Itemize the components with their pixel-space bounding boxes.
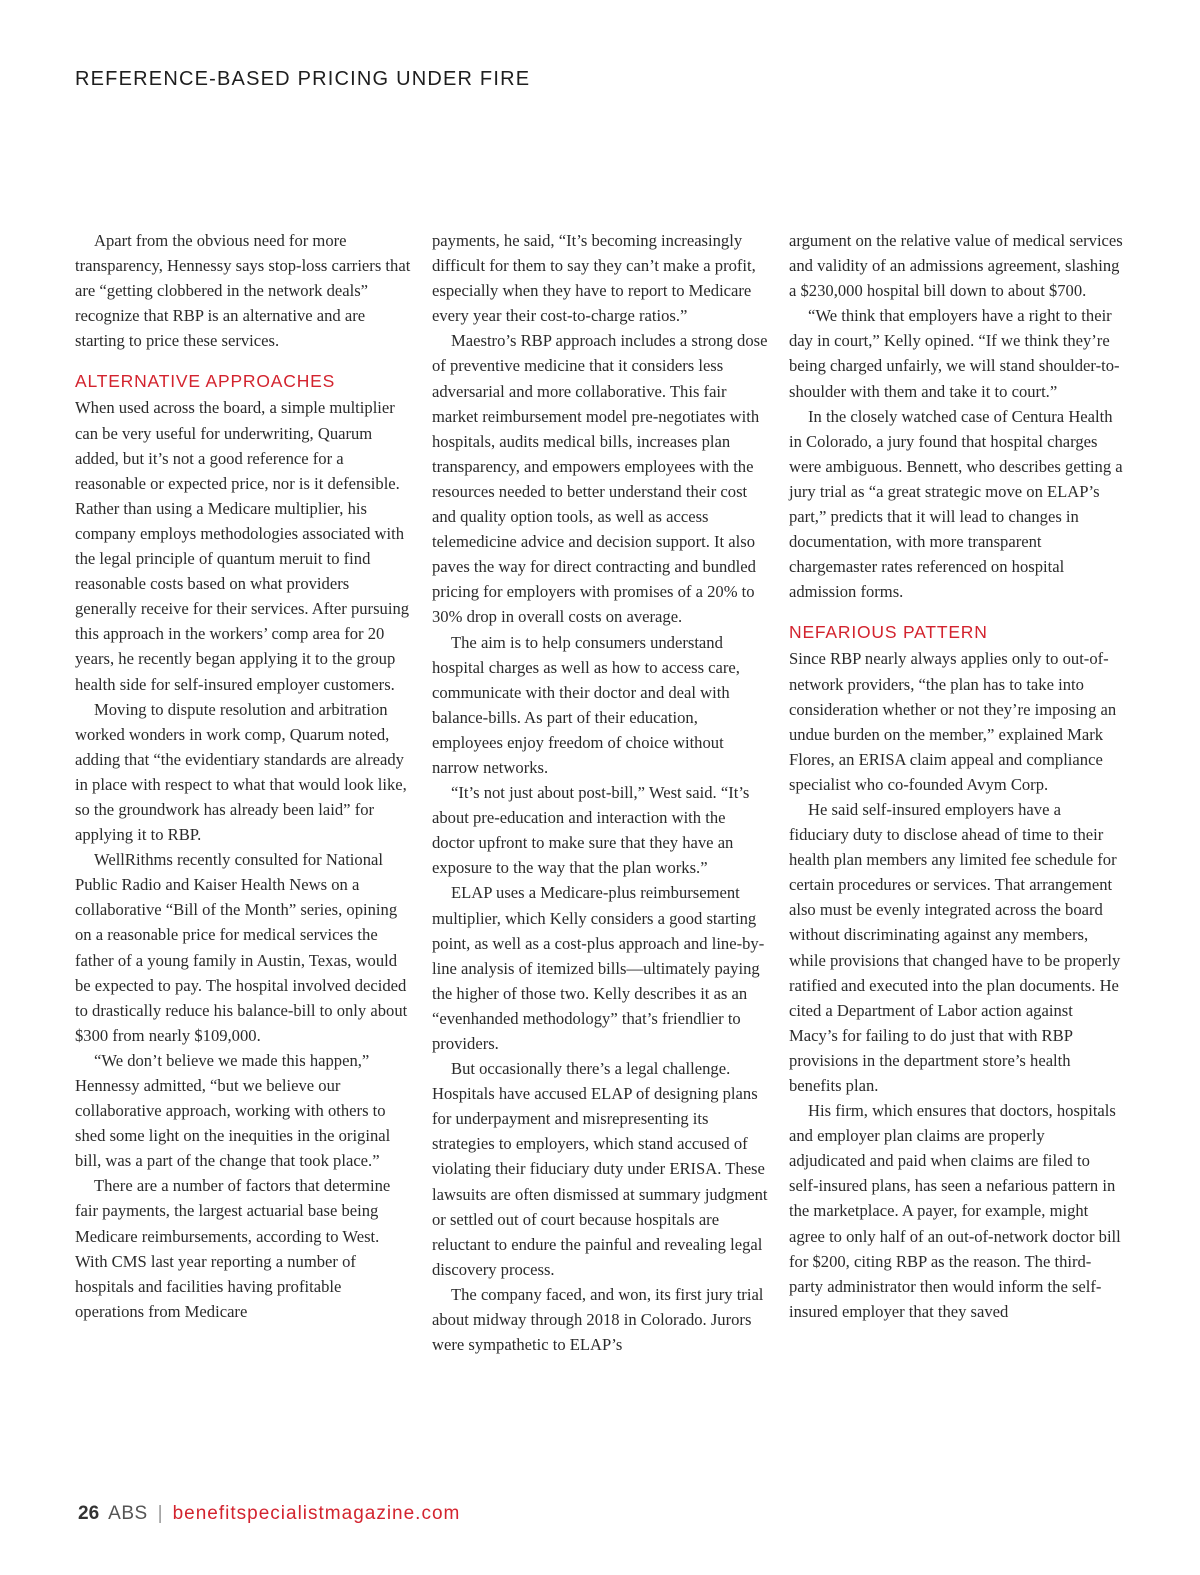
- body-paragraph: WellRithms recently consulted for National Public Radio and Kaiser Health News on a collaborative “Bill of the Month” series, opining on a reasonable price for medical services the father of a young family in Austin, Texas, would be expected to pay. The hospital involved decided to drastically reduce his balance-bill to only about $300 from nearly $109,000.: [75, 850, 408, 1045]
- body-paragraph: He said self-insured employers have a fiduciary duty to disclose ahead of time to their health plan members any limited fee schedule for certain procedures or services. That arrangement also must be evenly integrated across the board without discriminating against any members, while provisions that changed have to be properly ratified and executed into the plan documents. He cited a Department of Labor action against Macy’s for failing to do just that with RBP provisions in the department store’s health benefits plan.: [789, 799, 1121, 1095]
- article-column-2: [432, 228, 768, 1357]
- section-heading: NEFARIOUS PATTERN: [789, 622, 988, 643]
- body-paragraph: His firm, which ensures that doctors, hospitals and employer plan claims are properly adjudicated and paid when claims are filed to self-insured plans, has seen a nefarious pattern in the marketplace. A payer, for example, might agree to only half of an out-of-network doctor bill for $200, citing RBP as the reason. The third-party administrator then would inform the self-insured employer that they saved: [789, 1101, 1121, 1321]
- body-paragraph: payments, he said, “It’s becoming increasingly difficult for them to say they can’t make a profit, especially when they have to report to Medicare every year their cost-to-charge ratios.”: [432, 231, 756, 326]
- body-paragraph: In the closely watched case of Centura Health in Colorado, a jury found that hospital charges were ambiguous. Bennett, who describes getting a jury trial as “a great strategic move on ELAP’s part,” predicts that it will lead to changes in documentation, with more transparent chargemaster rates referenced on hospital admission forms.: [789, 406, 1123, 602]
- page-footer: [78, 1503, 460, 1525]
- page-number: 26: [78, 1503, 100, 1524]
- article-column-3: [789, 228, 1123, 1324]
- body-paragraph: argument on the relative value of medical services and validity of an admissions agreement, slashing a $230,000 hospital bill down to about $700.: [789, 231, 1123, 301]
- body-paragraph: ELAP uses a Medicare-plus reimbursement multiplier, which Kelly considers a good starting point, as well as a cost-plus approach and line-by-line analysis of itemized bills—ultimately paying the higher of those two. Kelly describes it as an “evenhanded methodology” that’s friendlier to providers.: [432, 883, 765, 1053]
- body-paragraph: “It’s not just about post-bill,” West said. “It’s about pre-education and interaction with the doctor upfront to make sure that they have an exposure to the way that the plan works.”: [432, 783, 750, 878]
- article-column-1: [75, 228, 411, 1324]
- section-heading: ALTERNATIVE APPROACHES: [75, 371, 336, 392]
- body-paragraph: The aim is to help consumers understand hospital charges as well as how to access care, communicate with their doctor and deal with balance-bills. As part of their education, employees enjoy freedom of choice without narrow networks.: [432, 632, 740, 777]
- footer-separator: |: [157, 1503, 163, 1524]
- body-paragraph: When used across the board, a simple multiplier can be very useful for underwriting, Quarum added, but it’s not a good reference for a reasonable or expected price, nor is it defensible. Rather than using a Medicare multiplier, his company employs methodologies associated with the legal principle of quantum meruit to find reasonable costs based on what providers generally receive for their services. After pursuing this approach in the workers’ comp area for 20 years, he recently began applying it to the group health side for self-insured employer customers.: [75, 398, 410, 694]
- body-paragraph: The company faced, and won, its first jury trial about midway through 2018 in Colorado. Jurors were sympathetic to ELAP’s: [432, 1284, 764, 1355]
- magazine-name: ABS: [108, 1503, 148, 1524]
- page-title: REFERENCE-BASED PRICING UNDER FIRE: [75, 68, 531, 90]
- body-paragraph: Since RBP nearly always applies only to out-of-network providers, “the plan has to take into consideration whether or not they’re imposing an undue burden on the member,” explained Mark Flores, an ERISA claim appeal and compliance specialist who co-founded Avym Corp.: [789, 649, 1117, 794]
- body-paragraph: “We don’t believe we made this happen,” Hennessy admitted, “but we believe our collaborative approach, working with others to shed some light on the inequities in the original bill, was a part of the change that took place.”: [75, 1050, 391, 1171]
- body-paragraph: Maestro’s RBP approach includes a strong dose of preventive medicine that it considers less adversarial and more collaborative. This fair market reimbursement model pre-negotiates with hospitals, audits medical bills, increases plan transparency, and empowers employees with the resources needed to better understand their cost and quality option tools, as well as access telemedicine advice and decision support. It also paves the way for direct contracting and bundled pricing for employers with promises of a 20% to 30% drop in overall costs on average.: [432, 331, 768, 627]
- body-paragraph: There are a number of factors that determine fair payments, the largest actuarial base being Medicare reimbursements, according to West. With CMS last year reporting a number of hospitals and facilities having profitable operations from Medicare: [75, 1176, 391, 1321]
- body-paragraph: Moving to dispute resolution and arbitration worked wonders in work comp, Quarum noted, adding that “the evidentiary standards are already in place with respect to what that would look like, so the groundwork has already been laid” for applying it to RBP.: [75, 699, 407, 845]
- body-paragraph: “We think that employers have a right to their day in court,” Kelly opined. “If we think they’re being charged unfairly, we will stand shoulder-to-shoulder with them and take it to court.”: [789, 306, 1120, 401]
- body-paragraph: Apart from the obvious need for more transparency, Hennessy says stop-loss carriers that are “getting clobbered in the network deals” recognize that RBP is an alternative and are starting to price these services.: [75, 231, 411, 351]
- magazine-url[interactable]: benefitspecialistmagazine.com: [172, 1503, 461, 1524]
- body-paragraph: But occasionally there’s a legal challenge. Hospitals have accused ELAP of designing plans for underpayment and misrepresenting its strategies to employers, which stand accused of violating their fiduciary duty under ERISA. These lawsuits are often dismissed at summary judgment or settled out of court because hospitals are reluctant to endure the painful and revealing legal discovery process.: [432, 1059, 768, 1279]
